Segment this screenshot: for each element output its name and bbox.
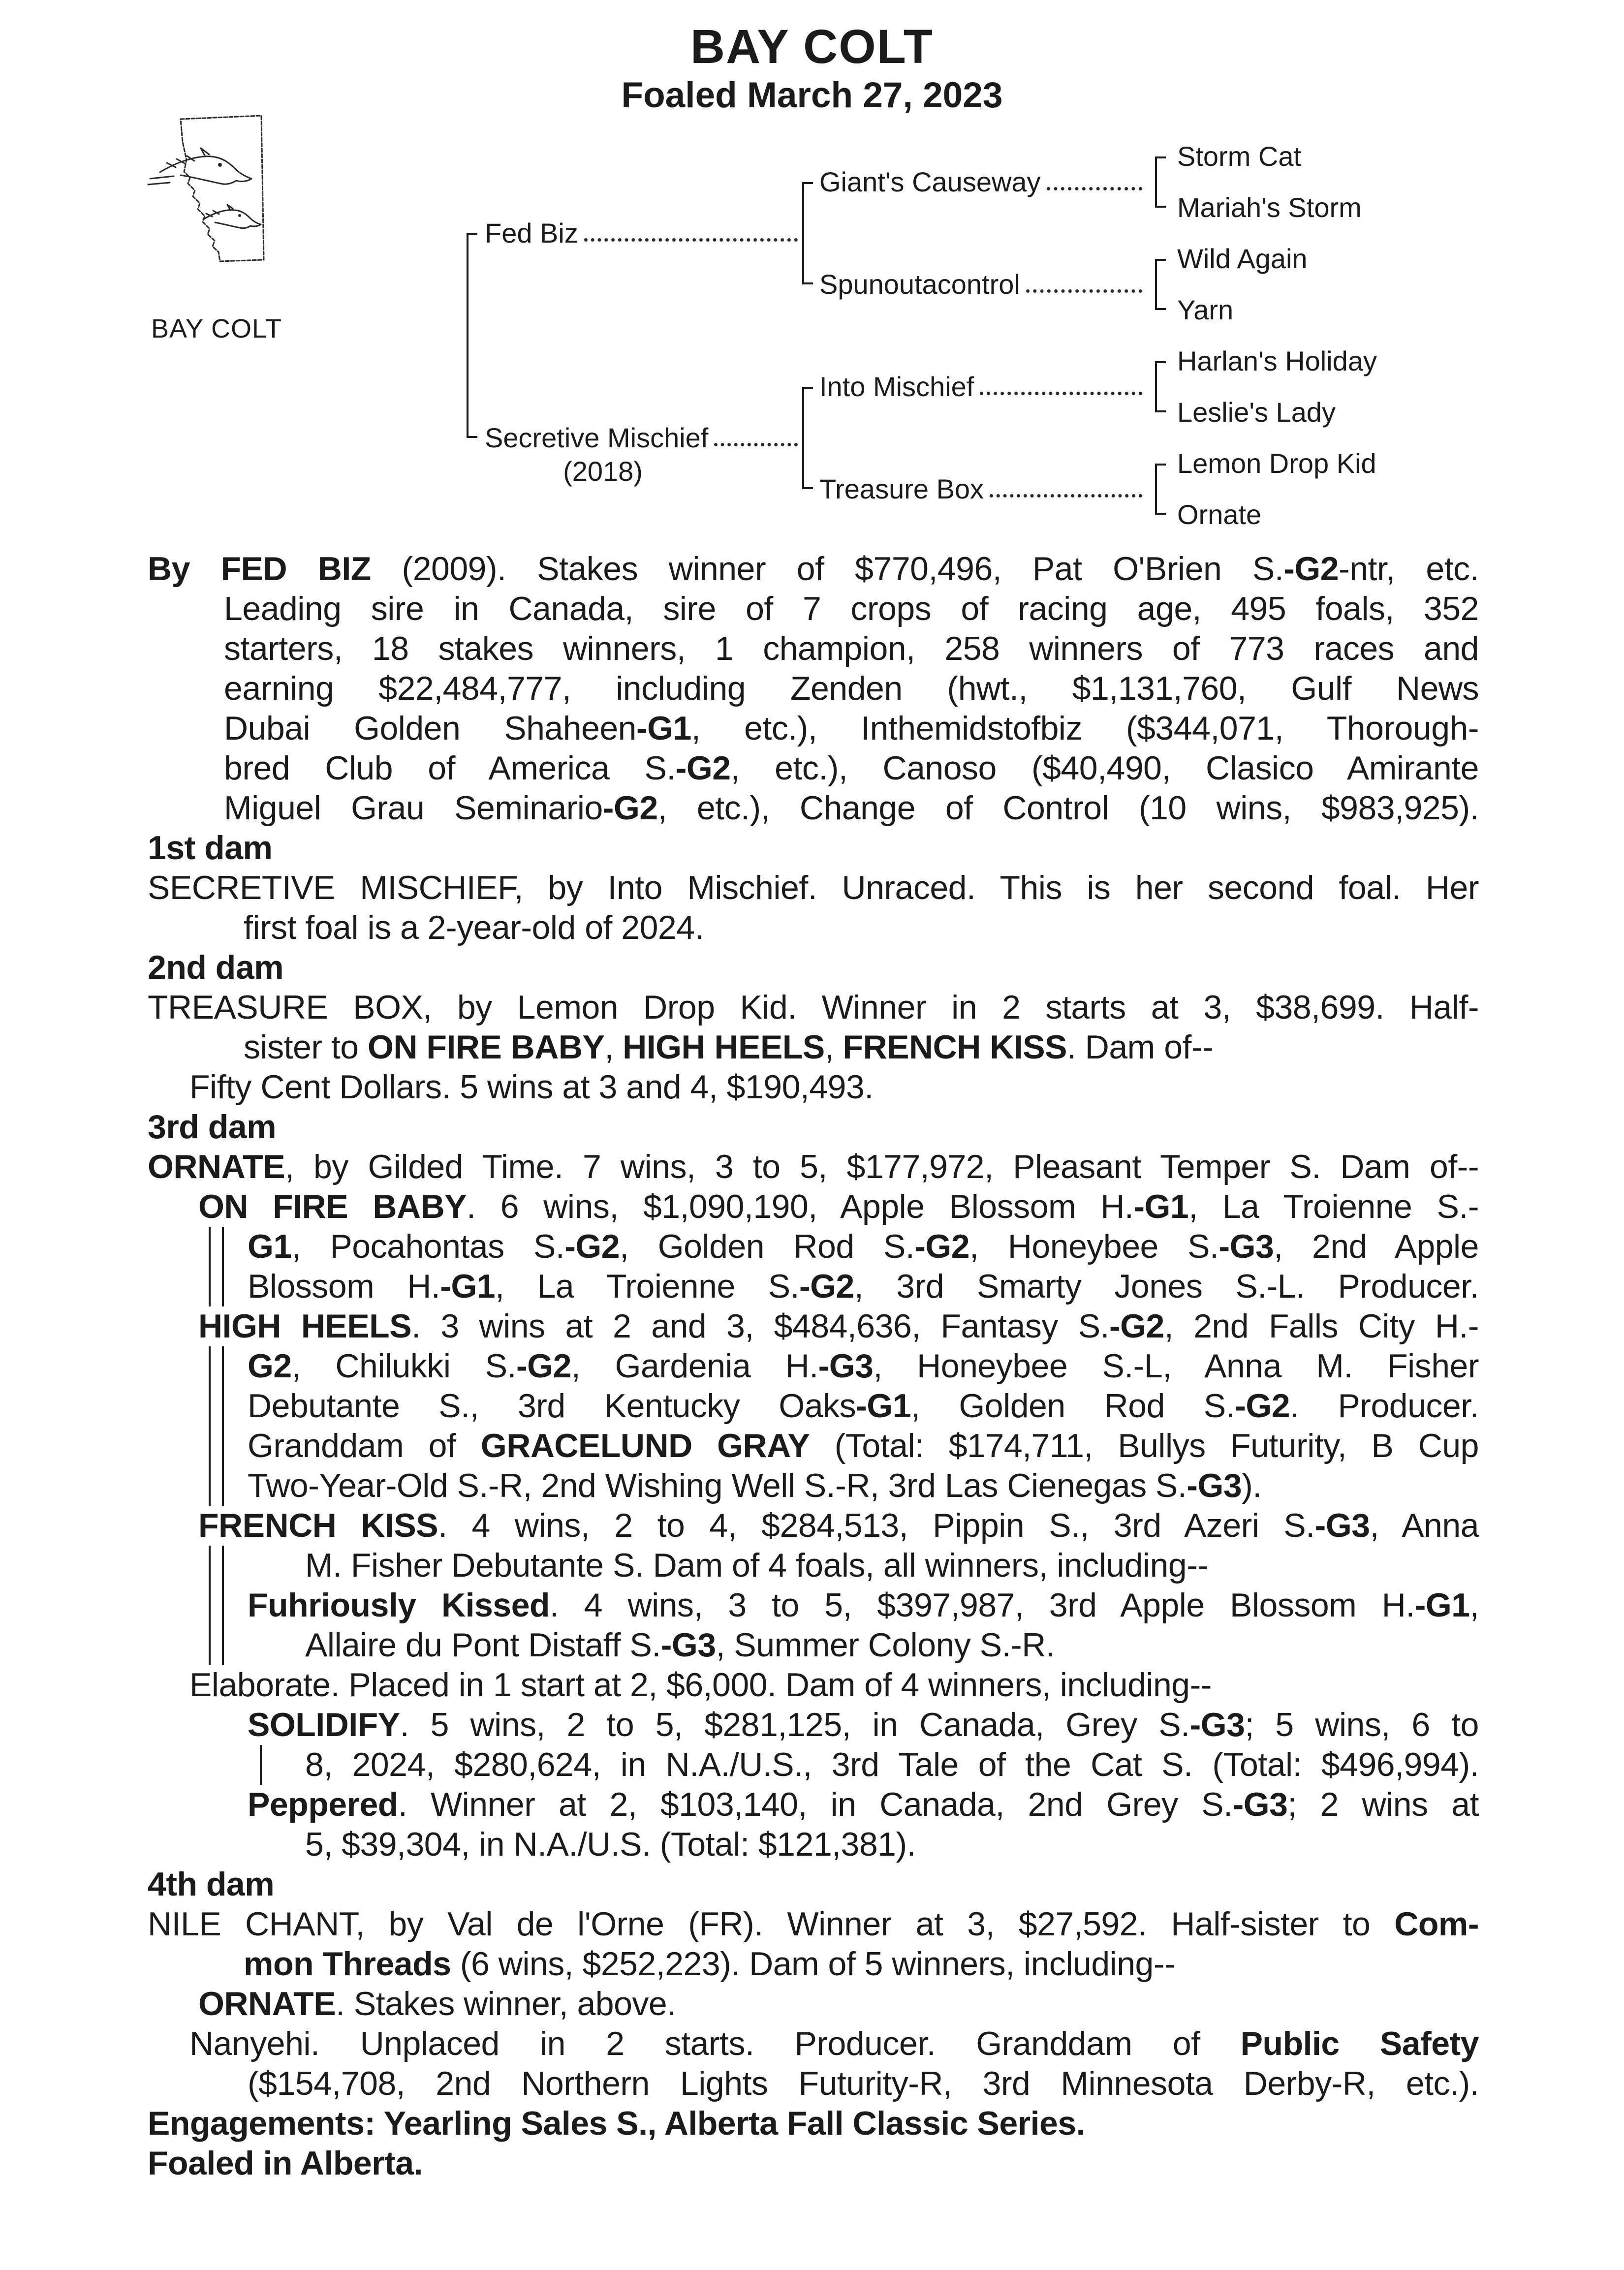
bracket-gg-3: [1155, 361, 1166, 412]
text-line: Leading sire in Canada, sire of 7 crops of racing age, 495 foals, 352: [224, 590, 1479, 627]
text-line: 5, $39,304, in N.A./U.S. (Total: $121,381).: [305, 1826, 916, 1863]
pedigree-gg-5: Harlan's Holiday: [1177, 345, 1377, 376]
text-line: earning $22,484,777, including Zenden (hwt., $1,131,760, Gulf News: [224, 670, 1479, 707]
text-line: G1, Pocahontas S.-G2, Golden Rod S.-G2, Honeybee S.-G3, 2nd Apple: [148, 1227, 1479, 1267]
pedigree-gp-1: Giant's Causeway: [819, 166, 1144, 198]
continuation-rule: [209, 1346, 211, 1386]
alberta-horse-logo: [145, 112, 288, 270]
text-line: Nanyehi. Unplaced in 2 starts. Producer. Granddam of Public Safety: [189, 2025, 1479, 2062]
pedigree-gg-7: Lemon Drop Kid: [1177, 448, 1376, 479]
continuation-rule: [222, 1386, 224, 1426]
dotted-leader: [1026, 289, 1142, 293]
text-line: Foaled in Alberta.: [148, 2145, 423, 2182]
pedigree-gp-4: Treasure Box: [819, 473, 1144, 505]
page-title: BAY COLT: [690, 20, 934, 73]
text-line: Granddam of GRACELUND GRAY (Total: $174,711, Bullys Futurity, B Cup: [148, 1426, 1479, 1466]
continuation-rule: [209, 1625, 211, 1665]
text-line: Dubai Golden Shaheen-G1, etc.), Inthemidstofbiz ($344,071, Thorough-: [224, 710, 1479, 747]
text-line: SECRETIVE MISCHIEF, by Into Mischief. Unraced. This is her second foal. Her: [148, 869, 1479, 906]
pedigree-dam: Secretive Mischief: [485, 422, 800, 454]
dotted-leader: [1047, 187, 1142, 190]
continuation-rule: [222, 1346, 224, 1386]
text-line: Fifty Cent Dollars. 5 wins at 3 and 4, $190,493.: [189, 1068, 874, 1106]
pedigree-gg-1: Storm Cat: [1177, 141, 1302, 172]
continuation-rule: [209, 1386, 211, 1426]
text-line: ORNATE. Stakes winner, above.: [198, 1985, 676, 2022]
bracket-gg-2: [1155, 259, 1166, 310]
pedigree-gg-4: Yarn: [1177, 294, 1234, 325]
continuation-rule: [209, 1546, 211, 1586]
pedigree-sire: Fed Biz: [485, 218, 800, 249]
text-line: NILE CHANT, by Val de l'Orne (FR). Winner at 3, $27,592. Half-sister to Com-: [148, 1905, 1479, 1943]
text-line: FRENCH KISS. 4 wins, 2 to 4, $284,513, Pippin S., 3rd Azeri S.-G3, Anna: [198, 1507, 1479, 1544]
text-line: ($154,708, 2nd Northern Lights Futurity-R, 3rd Minnesota Derby-R, etc.).: [248, 2065, 1479, 2102]
continuation-rule: [209, 1466, 211, 1506]
dam-heading: 2nd dam: [148, 949, 284, 986]
text-line: Debutante S., 3rd Kentucky Oaks-G1, Golden Rod S.-G2. Producer.: [148, 1386, 1479, 1426]
text-line: Blossom H.-G1, La Troienne S.-G2, 3rd Smarty Jones S.-L. Producer.: [148, 1267, 1479, 1306]
continuation-rule: [222, 1267, 224, 1306]
text-line: ORNATE, by Gilded Time. 7 wins, 3 to 5, $177,972, Pleasant Temper S. Dam of--: [148, 1148, 1479, 1185]
text-line: sister to ON FIRE BABY, HIGH HEELS, FRENCH KISS. Dam of--: [244, 1028, 1214, 1066]
dotted-leader: [980, 392, 1142, 395]
continuation-rule: [209, 1426, 211, 1466]
continuation-rule: [222, 1546, 224, 1586]
continuation-rule: [260, 1745, 262, 1785]
logo-caption: BAY COLT: [151, 314, 282, 343]
continuation-rule: [222, 1426, 224, 1466]
dam-heading: 4th dam: [148, 1866, 275, 1903]
text-line: SOLIDIFY. 5 wins, 2 to 5, $281,125, in Canada, Grey S.-G3; 5 wins, 6 to: [248, 1706, 1479, 1743]
text-line: Miguel Grau Seminario-G2, etc.), Change of Control (10 wins, $983,925).: [224, 789, 1479, 827]
text-line: G2, Chilukki S.-G2, Gardenia H.-G3, Honeybee S.-L, Anna M. Fisher: [148, 1346, 1479, 1386]
pedigree-gg-6: Leslie's Lady: [1177, 397, 1336, 428]
dotted-leader: [584, 238, 798, 242]
text-line: Allaire du Pont Distaff S.-G3, Summer Colony S.-R.: [148, 1625, 1479, 1665]
continuation-rule: [222, 1227, 224, 1267]
continuation-rule: [222, 1466, 224, 1506]
pedigree-gg-8: Ornate: [1177, 499, 1262, 530]
continuation-rule: [222, 1586, 224, 1625]
dam-heading: 3rd dam: [148, 1108, 277, 1146]
continuation-rule: [222, 1625, 224, 1665]
pedigree-gg-3: Wild Again: [1177, 243, 1308, 274]
text-line: Engagements: Yearling Sales S., Alberta Fall Classic Series.: [148, 2105, 1086, 2142]
text-line: TREASURE BOX, by Lemon Drop Kid. Winner in 2 starts at 3, $38,699. Half-: [148, 989, 1479, 1026]
text-line: By FED BIZ (2009). Stakes winner of $770,496, Pat O'Brien S.-G2-ntr, etc.: [148, 550, 1479, 588]
text-line: Two-Year-Old S.-R, 2nd Wishing Well S.-R, 3rd Las Cienegas S.-G3).: [148, 1466, 1479, 1506]
pedigree-gg-2: Mariah's Storm: [1177, 192, 1362, 223]
pedigree-dam-year: (2018): [563, 456, 643, 487]
pedigree-gp-2: Spunoutacontrol: [819, 269, 1144, 300]
text-line: bred Club of America S.-G2, etc.), Canoso ($40,490, Clasico Amirante: [224, 749, 1479, 787]
text-line: mon Threads (6 wins, $252,223). Dam of 5 winners, including--: [244, 1945, 1176, 1983]
text-line: starters, 18 stakes winners, 1 champion, 258 winners of 773 races and: [224, 630, 1479, 667]
text-line: first foal is a 2-year-old of 2024.: [244, 909, 704, 946]
text-line: M. Fisher Debutante S. Dam of 4 foals, all winners, including--: [148, 1546, 1479, 1586]
dotted-leader: [714, 443, 798, 446]
text-line: Elaborate. Placed in 1 start at 2, $6,000. Dam of 4 winners, including--: [189, 1666, 1212, 1704]
text-line: Fuhriously Kissed. 4 wins, 3 to 5, $397,987, 3rd Apple Blossom H.-G1,: [148, 1586, 1479, 1625]
continuation-rule: [209, 1586, 211, 1625]
continuation-rule: [209, 1267, 211, 1306]
pedigree-text: [148, 549, 1479, 2183]
foaling-date: Foaled March 27, 2023: [621, 75, 1003, 115]
dam-heading: 1st dam: [148, 829, 273, 867]
bracket-gg-1: [1155, 156, 1166, 208]
text-line: ON FIRE BABY. 6 wins, $1,090,190, Apple Blossom H.-G1, La Troienne S.-: [198, 1188, 1479, 1225]
bracket-sire-parents: [802, 182, 813, 284]
bracket-gg-4: [1155, 464, 1166, 515]
continuation-rule: [209, 1227, 211, 1267]
text-line: 8, 2024, $280,624, in N.A./U.S., 3rd Tale of the Cat S. (Total: $496,994).: [148, 1745, 1479, 1785]
pedigree-gp-3: Into Mischief: [819, 371, 1144, 403]
text-line: Peppered. Winner at 2, $103,140, in Canada, 2nd Grey S.-G3; 2 wins at: [248, 1786, 1479, 1823]
dotted-leader: [990, 494, 1142, 498]
bracket-dam-parents: [802, 387, 813, 489]
bracket-parents: [467, 233, 477, 438]
text-line: HIGH HEELS. 3 wins at 2 and 3, $484,636, Fantasy S.-G2, 2nd Falls City H.-: [198, 1307, 1479, 1345]
